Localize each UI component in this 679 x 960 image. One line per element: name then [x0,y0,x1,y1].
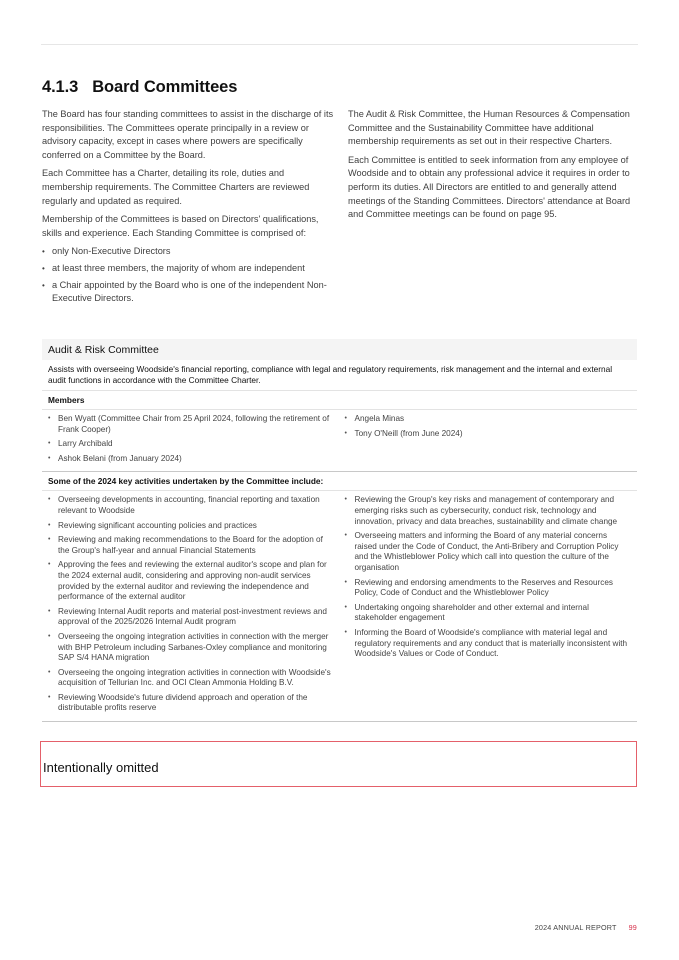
activities-label: Some of the 2024 key activities undertaken by the Committee include: [42,472,637,491]
committee-description: Assists with overseeing Woodside's financial reporting, compliance with legal and regulatory requirements, risk management and the internal and external audit functions in accordance with the Committee Charter. [42,360,637,391]
list-item: • Overseeing developments in accounting, financial reporting and taxation relevant to Woodside [48,495,335,516]
list-item: • only Non-Executive Directors [42,245,334,259]
activities-list [42,491,637,722]
intro-paragraph: Membership of the Committees is based on Directors' qualifications, skills and experience. Each Standing Committee is comprised of: [42,214,319,238]
list-item: • Undertaking ongoing shareholder and other external and internal stakeholder engagement [345,603,632,624]
committee-title: Audit & Risk Committee [42,339,637,360]
list-item: • Angela Minas [345,414,632,425]
header-rule [41,44,638,45]
omitted-label: Intentionally omitted [43,760,159,775]
members-label: Members [42,391,637,410]
members-list [42,410,637,472]
list-item: • Reviewing and endorsing amendments to the Reserves and Resources Policy, Code of Conduct and the Whistleblower Policy [345,578,632,599]
list-item: • Reviewing and making recommendations to the Board for the adoption of the Group's half-year and annual Financial Statements [48,535,335,556]
list-item: • Reviewing the Group's key risks and management of contemporary and emerging risks such as cybersecurity, conduct risk, technology and innovation, privacy and data breaches, sustainability and climate change [345,495,632,527]
list-item: • Approving the fees and reviewing the external auditor's scope and plan for the 2024 external audit, considering and approving non-audit services provided by the external auditor and reviewing the independence and performance of the external auditor [48,560,335,602]
intro-paragraph: Each Committee is entitled to seek information from any employee of Woodside and to obtain any professional advice it requires in order to perform its duties. All Directors are entitled to and generally attend meetings of the Standing Committees. Directors' attendance at Board and Committee meetings can be found on page 95. [348,154,631,220]
intro-right-column [348,108,640,227]
audit-risk-committee-panel [42,339,637,722]
intro-paragraph: Each Committee has a Charter, detailing its role, duties and membership requirements. The Committee Charters are reviewed regularly and updated as required. [42,168,310,206]
report-name: 2024 ANNUAL REPORT [534,923,617,932]
list-item: • Reviewing Internal Audit reports and material post-investment reviews and approval of the 2025/2026 Internal Audit program [48,607,335,628]
list-item: • at least three members, the majority of whom are independent [42,262,334,276]
intro-paragraph: The Board has four standing committees to assist in the discharge of its responsibilities. The Committees operate principally in a review or advisory capacity, except in cases where powers are specifically conferred on a Committee by the Board. [42,109,334,160]
section-heading [42,78,237,97]
list-item: • Overseeing matters and informing the Board of any material concerns raised under the Code of Conduct, the Anti-Bribery and Corruption Policy and the Whistleblower Policy which call into question the culture of the organisation [345,531,632,573]
list-item: • Informing the Board of Woodside's compliance with material legal and regulatory requirements and any conduct that is materially inconsistent with Woodside's Values or Code of Conduct. [345,628,632,660]
page-number: 99 [628,923,637,932]
list-item: • a Chair appointed by the Board who is one of the independent Non-Executive Directors. [42,279,334,306]
list-item: • Reviewing significant accounting policies and practices [48,521,335,532]
list-item: • Reviewing Woodside's future dividend approach and operation of the distributable profits reserve [48,693,335,714]
list-item: • Ashok Belani (from January 2024) [48,454,335,465]
list-item: • Overseeing the ongoing integration activities in connection with Woodside's acquisition of Tellurian Inc. and OCI Clean Ammonia Holding B.V. [48,668,335,689]
intentionally-omitted-box [40,741,637,787]
intro-paragraph: The Audit & Risk Committee, the Human Resources & Compensation Committee and the Sustainability Committee have additional membership requirements as set out in their respective Charters. [348,109,630,147]
list-item: • Ben Wyatt (Committee Chair from 25 April 2024, following the retirement of Frank Cooper) [48,414,335,435]
page-footer [535,923,637,932]
intro-left-column [42,108,334,309]
list-item: • Overseeing the ongoing integration activities in connection with the merger with BHP Petroleum including Sarbanes-Oxley compliance and monitoring SAP S/4 HANA migration [48,632,335,664]
section-number: 4.1.3 [42,78,79,96]
composition-list [42,245,334,305]
list-item: • Larry Archibald [48,439,335,450]
list-item: • Tony O'Neill (from June 2024) [345,429,632,440]
section-title: Board Committees [92,78,238,96]
